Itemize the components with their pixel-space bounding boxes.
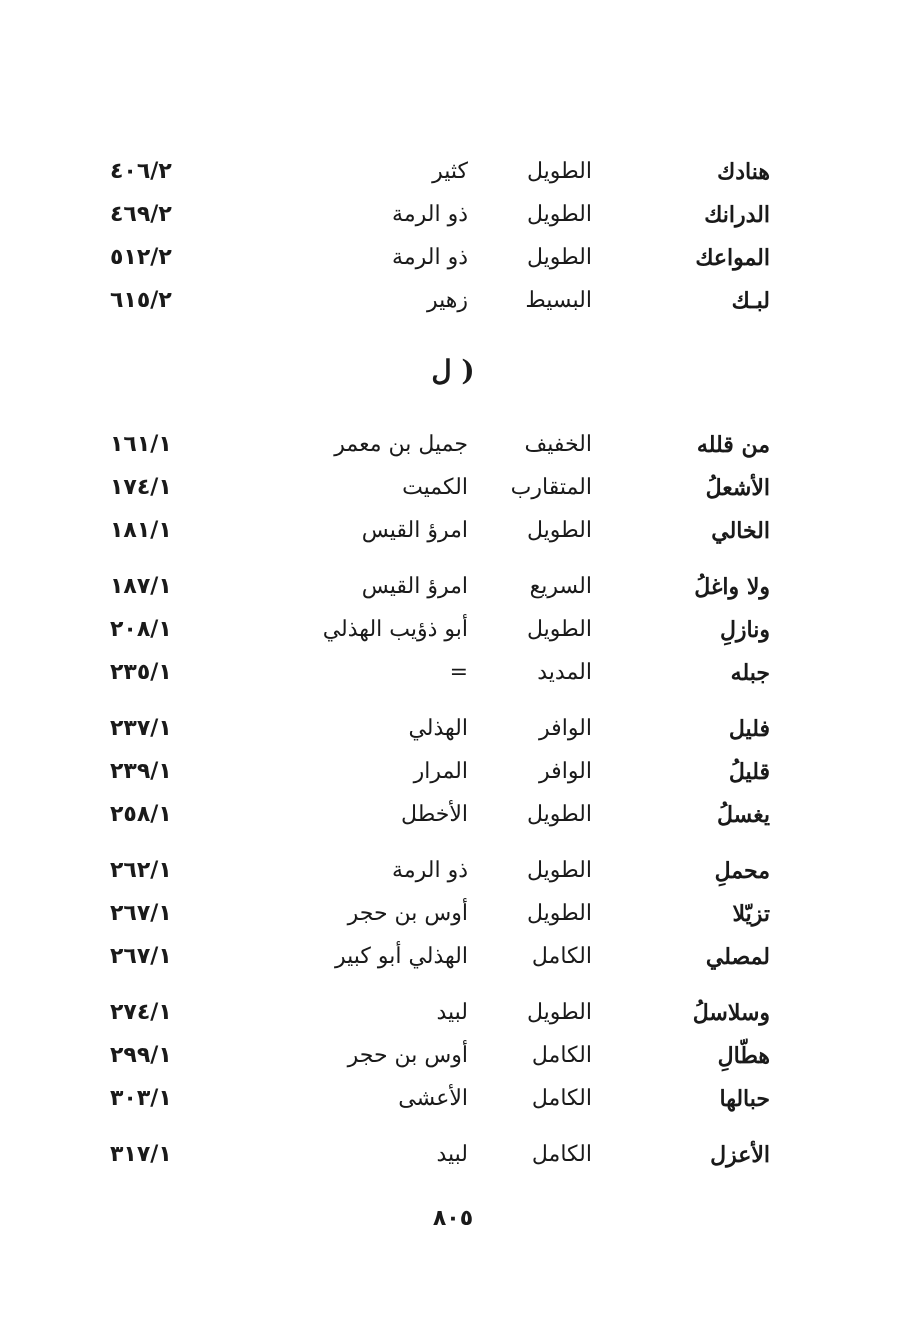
section-heading: ( ل (431, 354, 475, 387)
page-reference: ٢٦٧/١ (110, 901, 172, 926)
meter-name: الطويل (526, 802, 592, 827)
page-reference: ٢٦٢/١ (110, 858, 172, 883)
index-row (0, 1041, 906, 1081)
index-row (0, 757, 906, 797)
rhyme-word: لمصلي (705, 944, 770, 970)
rhyme-word: حبالها (719, 1086, 770, 1112)
meter-name: الطويل (526, 159, 592, 184)
index-row (0, 473, 906, 513)
index-row (0, 200, 906, 240)
meter-name: الطويل (526, 202, 592, 227)
index-row (0, 572, 906, 612)
page-reference: ٢٧٤/١ (110, 1000, 172, 1025)
page-reference: ٢٣٧/١ (110, 716, 172, 741)
index-row (0, 430, 906, 470)
index-row (0, 942, 906, 982)
poet-name: جميل بن معمر (334, 432, 468, 457)
rhyme-word: الخالي (711, 518, 770, 544)
meter-name: البسيط (525, 288, 592, 313)
rhyme-word: فليل (728, 716, 770, 742)
poet-name: الهذلي (408, 716, 468, 741)
rhyme-word: هطّالِ (717, 1043, 770, 1069)
meter-name: المديد (537, 660, 592, 685)
poet-name: الأعشى (398, 1086, 468, 1111)
poet-name: كثير (432, 159, 468, 184)
index-row (0, 286, 906, 326)
page-reference: ٢٩٩/١ (110, 1043, 172, 1068)
rhyme-word: المواعك (695, 245, 770, 271)
poet-name: المرار (413, 759, 468, 784)
index-row (0, 243, 906, 283)
rhyme-word: هنادك (717, 159, 770, 185)
poet-name: امرؤ القيس (361, 518, 468, 543)
rhyme-word: لبـك (731, 288, 770, 314)
rhyme-word: يغسلُ (716, 802, 770, 828)
poet-name: الكميت (402, 475, 468, 500)
meter-name: الطويل (526, 1000, 592, 1025)
poet-name: الأخطل (401, 802, 468, 827)
meter-name: الوافر (539, 716, 592, 741)
poet-name: أوس بن حجر (347, 1043, 468, 1068)
index-row (0, 714, 906, 754)
index-row (0, 998, 906, 1038)
meter-name: الكامل (531, 1086, 592, 1111)
page-reference: ٣٠٣/١ (110, 1086, 172, 1111)
page-reference: ١٨١/١ (110, 518, 172, 543)
poet-name: ذو الرمة (392, 245, 468, 270)
index-row (0, 856, 906, 896)
meter-name: الخفيف (524, 432, 592, 457)
poet-name: زهير (426, 288, 468, 313)
page-reference: ١٦١/١ (110, 432, 172, 457)
rhyme-word: ونازلِ (719, 617, 770, 643)
rhyme-word: وسلاسلُ (692, 1000, 770, 1026)
page-reference: ٦١٥/٢ (110, 288, 172, 313)
poet-name: الهذلي أبو كبير (334, 944, 468, 969)
meter-name: الوافر (539, 759, 592, 784)
rhyme-word: ولا واغلُ (694, 574, 770, 600)
meter-name: المتقارب (510, 475, 592, 500)
index-row (0, 658, 906, 698)
meter-name: الطويل (526, 245, 592, 270)
meter-name: الطويل (526, 518, 592, 543)
poet-name: ذو الرمة (392, 858, 468, 883)
meter-name: الكامل (531, 1142, 592, 1167)
page-reference: ٥١٢/٢ (110, 245, 172, 270)
page-reference: ٢٣٩/١ (110, 759, 172, 784)
poet-name: لبيد (436, 1142, 468, 1167)
poet-name: أوس بن حجر (347, 901, 468, 926)
rhyme-word: تزيّلا (732, 901, 770, 927)
rhyme-word: جبله (730, 660, 770, 686)
poet-name: أبو ذؤيب الهذلي (322, 617, 468, 642)
index-row (0, 157, 906, 197)
rhyme-word: من قلله (696, 432, 770, 458)
page-reference: ٣١٧/١ (110, 1142, 172, 1167)
index-row (0, 1140, 906, 1180)
poet-name: = (449, 660, 468, 685)
meter-name: السريع (529, 574, 592, 599)
poet-name: امرؤ القيس (361, 574, 468, 599)
rhyme-word: محملِ (714, 858, 770, 884)
meter-name: الطويل (526, 858, 592, 883)
poet-name: لبيد (436, 1000, 468, 1025)
page-number: ٨٠٥ (432, 1206, 474, 1231)
page-reference: ١٨٧/١ (110, 574, 172, 599)
index-row (0, 800, 906, 840)
rhyme-word: الأشعلُ (705, 475, 770, 501)
page-reference: ٤٦٩/٢ (110, 202, 172, 227)
rhyme-word: الأعزل (710, 1142, 770, 1168)
poet-name: ذو الرمة (392, 202, 468, 227)
meter-name: الكامل (531, 944, 592, 969)
index-row (0, 899, 906, 939)
index-row (0, 615, 906, 655)
meter-name: الكامل (531, 1043, 592, 1068)
rhyme-word: قليلُ (728, 759, 770, 785)
page-reference: ٢٥٨/١ (110, 802, 172, 827)
page-reference: ٢٣٥/١ (110, 660, 172, 685)
rhyme-word: الدرانك (704, 202, 770, 228)
index-row (0, 516, 906, 556)
meter-name: الطويل (526, 901, 592, 926)
page-reference: ٢٠٨/١ (110, 617, 172, 642)
page-reference: ١٧٤/١ (110, 475, 172, 500)
index-row (0, 1084, 906, 1124)
page-reference: ٢٦٧/١ (110, 944, 172, 969)
page-reference: ٤٠٦/٢ (110, 159, 172, 184)
meter-name: الطويل (526, 617, 592, 642)
